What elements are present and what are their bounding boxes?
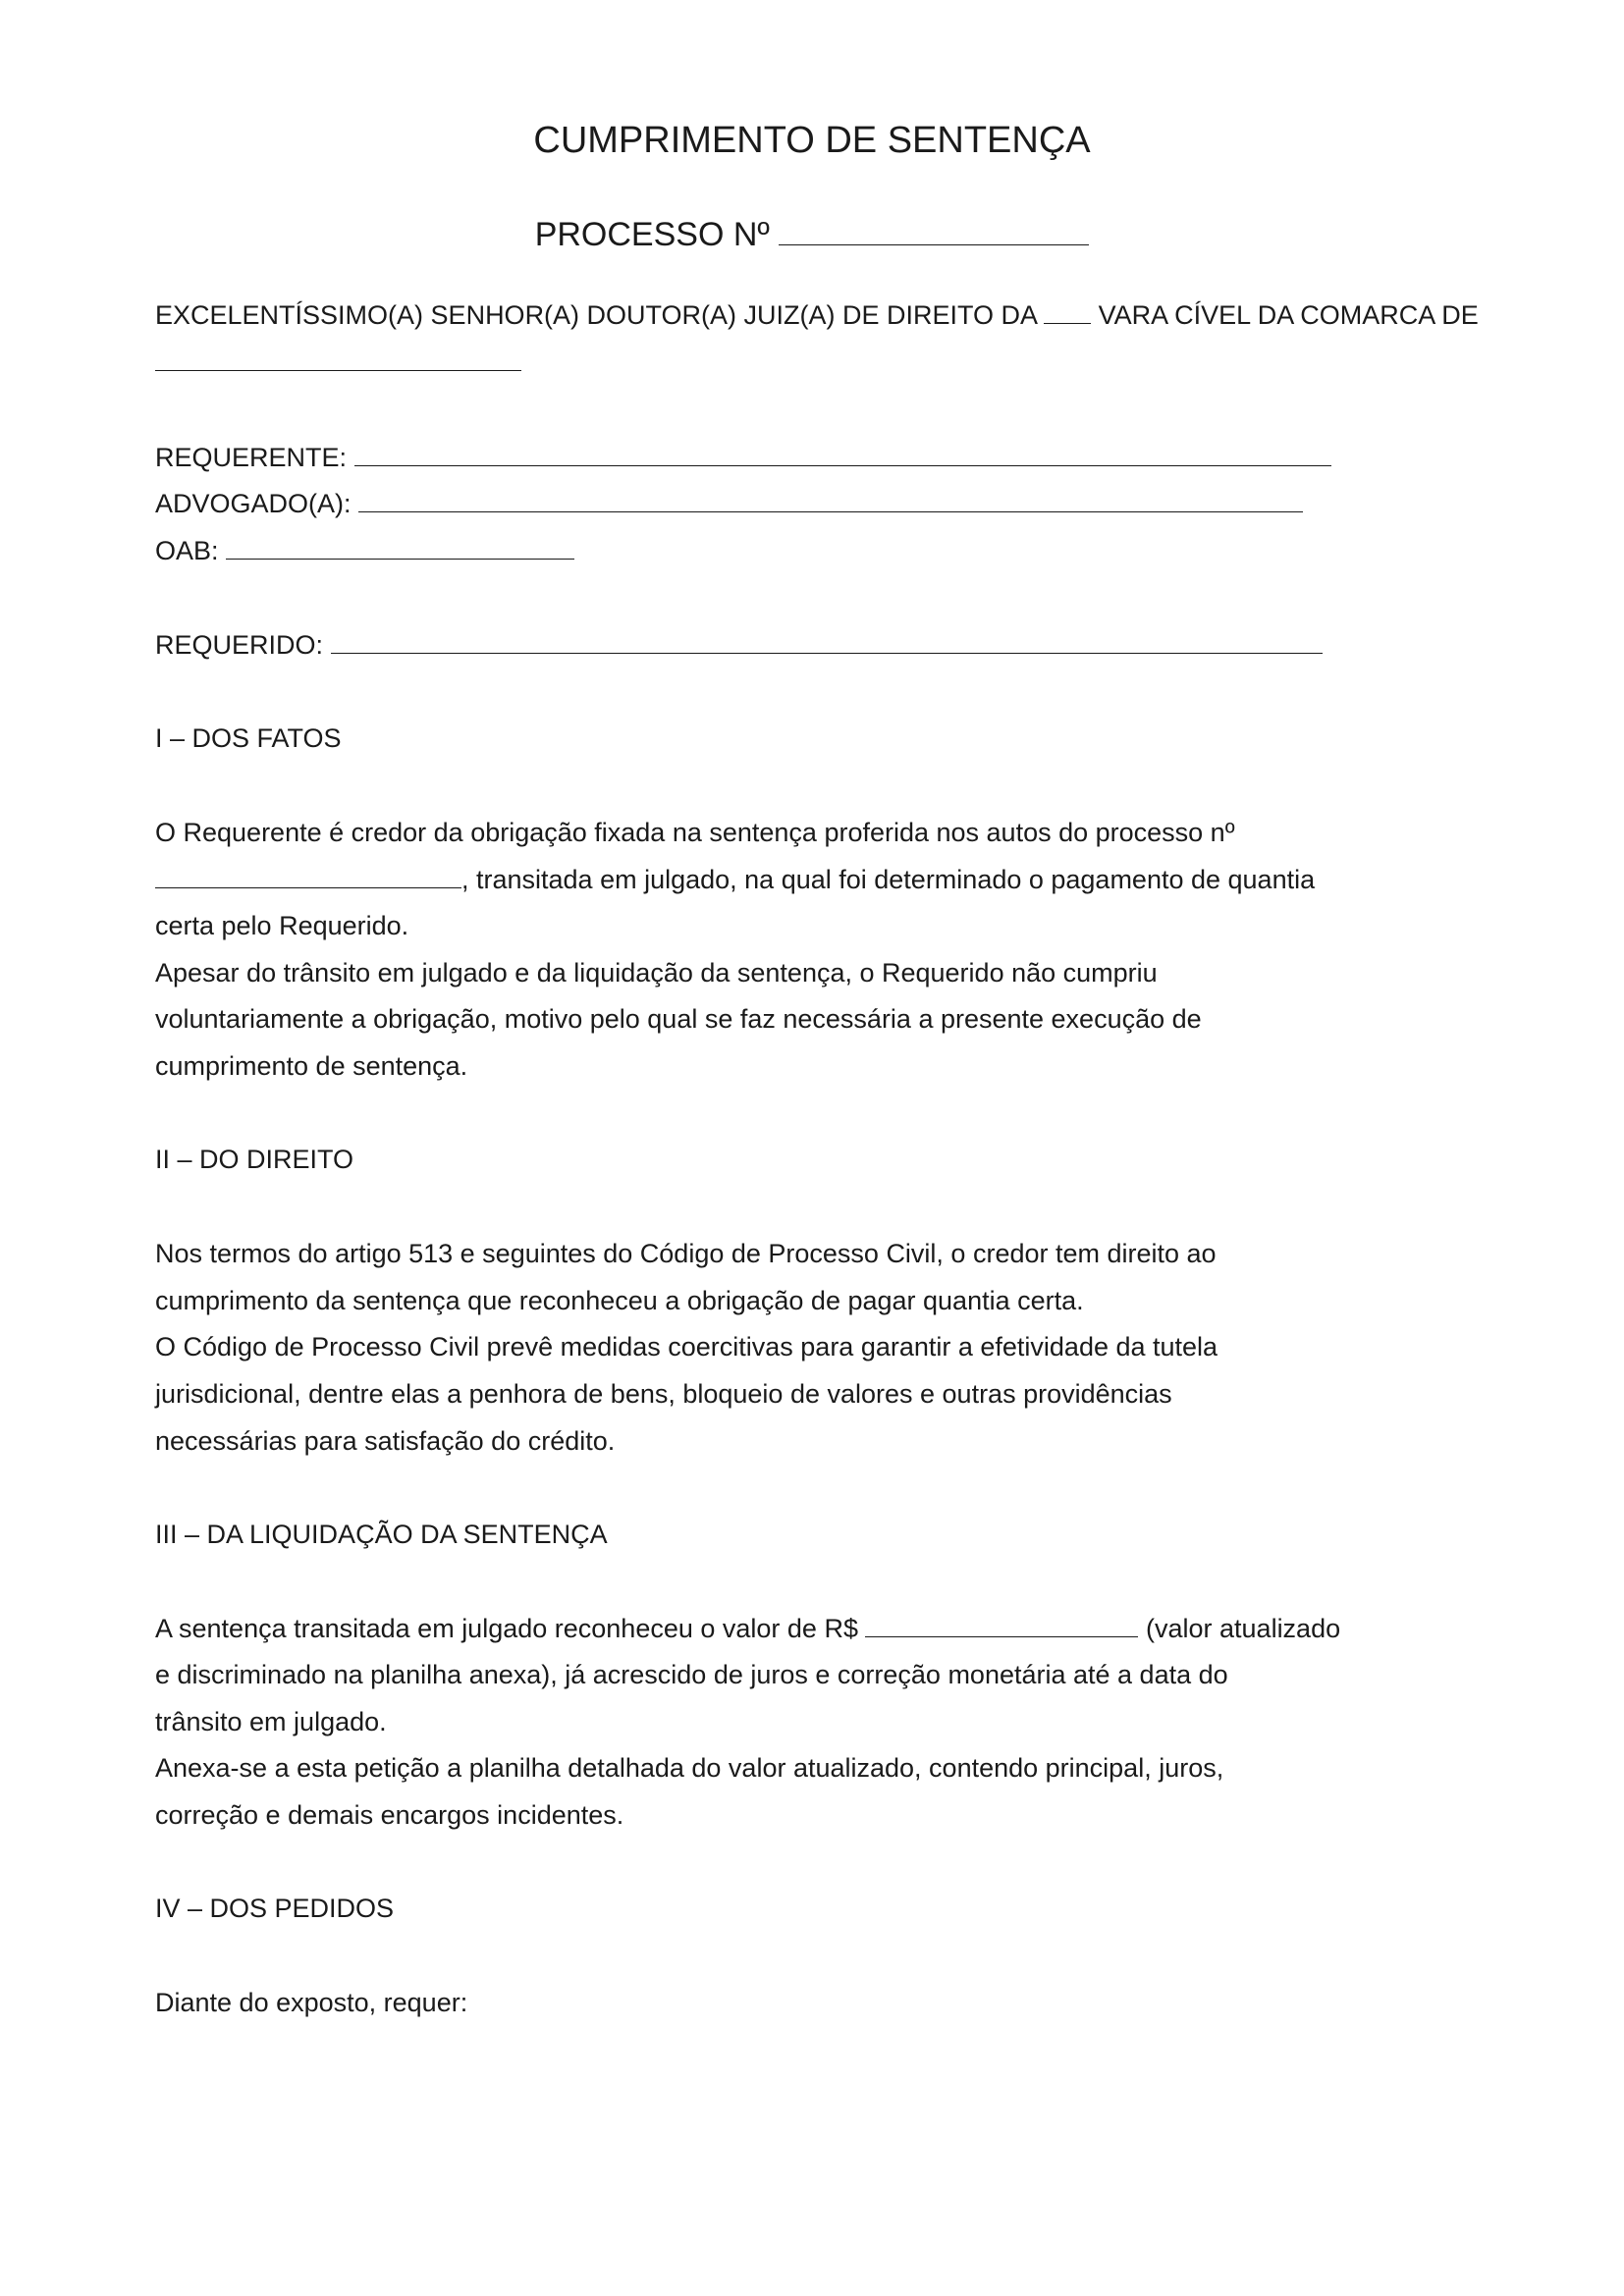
pedidos-line-1: Diante do exposto, requer: bbox=[155, 1988, 468, 2017]
address-suffix: VARA CÍVEL DA COMARCA DE bbox=[1098, 300, 1479, 330]
advogado-line bbox=[155, 486, 1303, 521]
address-line bbox=[155, 297, 1479, 333]
valor-blank[interactable] bbox=[865, 1615, 1138, 1637]
advogado-label: ADVOGADO(A): bbox=[155, 489, 352, 518]
fatos-line-1: O Requerente é credor da obrigação fixada na sentença proferida nos autos do processo nº bbox=[155, 818, 1235, 847]
requerente-line bbox=[155, 440, 1331, 475]
liquidacao-line-3: trânsito em julgado. bbox=[155, 1707, 387, 1736]
comarca-line bbox=[155, 345, 521, 380]
liquidacao-line-4: Anexa-se a esta petição a planilha detalhada do valor atualizado, contendo principal, juros, bbox=[155, 1753, 1224, 1783]
oab-blank[interactable] bbox=[226, 537, 574, 560]
section-heading-pedidos: IV – DOS PEDIDOS bbox=[155, 1894, 395, 1923]
oab-line bbox=[155, 533, 574, 568]
requerente-label: REQUERENTE: bbox=[155, 443, 348, 472]
liquidacao-line-1 bbox=[155, 1611, 1340, 1646]
document-title: CUMPRIMENTO DE SENTENÇA bbox=[533, 120, 1091, 161]
direito-line-3: O Código de Processo Civil prevê medidas coercitivas para garantir a efetividade da tutela bbox=[155, 1332, 1218, 1362]
direito-line-1: Nos termos do artigo 513 e seguintes do Código de Processo Civil, o credor tem direito ao bbox=[155, 1239, 1217, 1268]
advogado-blank[interactable] bbox=[358, 490, 1303, 512]
requerido-line bbox=[155, 627, 1323, 663]
liquidacao-line-1-suffix: (valor atualizado bbox=[1146, 1614, 1341, 1643]
processo-origem-blank[interactable] bbox=[155, 866, 461, 888]
liquidacao-line-5: correção e demais encargos incidentes. bbox=[155, 1800, 624, 1830]
vara-number-blank[interactable] bbox=[1044, 301, 1091, 324]
direito-line-2: cumprimento da sentença que reconheceu a obrigação de pagar quantia certa. bbox=[155, 1286, 1084, 1315]
direito-line-5: necessárias para satisfação do crédito. bbox=[155, 1426, 616, 1456]
fatos-line-5: voluntariamente a obrigação, motivo pelo qual se faz necessária a presente execução de bbox=[155, 1004, 1202, 1034]
requerente-blank[interactable] bbox=[354, 444, 1331, 466]
comarca-blank[interactable] bbox=[155, 348, 521, 371]
oab-label: OAB: bbox=[155, 536, 219, 565]
liquidacao-line-1-prefix: A sentença transitada em julgado reconheceu o valor de R$ bbox=[155, 1614, 858, 1643]
fatos-line-2 bbox=[155, 862, 1315, 897]
process-number-blank[interactable] bbox=[779, 223, 1089, 245]
fatos-line-3: certa pelo Requerido. bbox=[155, 911, 409, 940]
process-number-line bbox=[0, 212, 1624, 257]
requerido-blank[interactable] bbox=[331, 631, 1323, 654]
liquidacao-line-2: e discriminado na planilha anexa), já acrescido de juros e correção monetária até a data do bbox=[155, 1660, 1228, 1689]
section-heading-direito: II – DO DIREITO bbox=[155, 1145, 354, 1174]
process-label: PROCESSO Nº bbox=[534, 216, 770, 253]
fatos-line-2-text: , transitada em julgado, na qual foi determinado o pagamento de quantia bbox=[461, 865, 1316, 894]
address-prefix: EXCELENTÍSSIMO(A) SENHOR(A) DOUTOR(A) JUIZ(A) DE DIREITO DA bbox=[155, 300, 1037, 330]
section-heading-liquidacao: III – DA LIQUIDAÇÃO DA SENTENÇA bbox=[155, 1520, 608, 1549]
fatos-line-6: cumprimento de sentença. bbox=[155, 1051, 468, 1081]
direito-line-4: jurisdicional, dentre elas a penhora de bens, bloqueio de valores e outras providências bbox=[155, 1379, 1172, 1409]
requerido-label: REQUERIDO: bbox=[155, 630, 324, 660]
fatos-line-4: Apesar do trânsito em julgado e da liquidação da sentença, o Requerido não cumpriu bbox=[155, 958, 1158, 988]
section-heading-fatos: I – DOS FATOS bbox=[155, 723, 342, 753]
